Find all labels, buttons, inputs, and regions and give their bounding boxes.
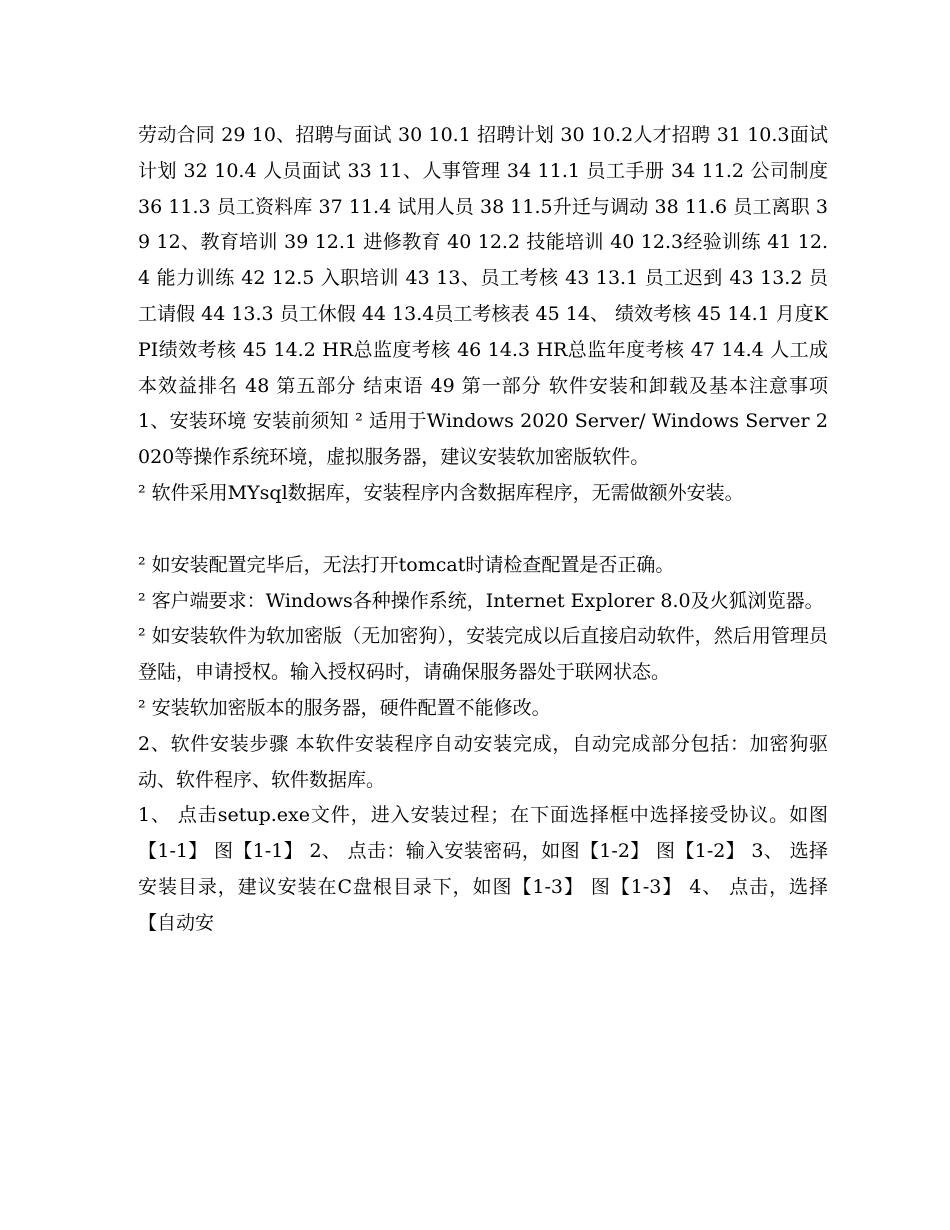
- soft-encryption-note-paragraph: ² 如安装软件为软加密版（无加密狗），安装完成以后直接启动软件，然后用管理员登陆，申请授权。输入授权码时，请确保服务器处于联网状态。: [138, 625, 828, 684]
- tomcat-note-paragraph: ² 如安装配置完毕后，无法打开tomcat时请检查配置是否正确。: [138, 553, 675, 576]
- toc-and-install-environment-paragraph: 劳动合同 29 10、招聘与面试 30 10.1 招聘计划 30 10.2人才招聘 31 10.3面试计划 32 10.4 人员面试 33 11、人事管理 34 11.1 员工手册 34 11.2 公司制度 36 11.3 员工资料库 37 11.4 试用人员 38 11.5升迁与调动 38 11.6 员工离职 39 12、教育培训 39 12.1 进修教育 40 12.2 技能培训 40 12.3经验训练 41 12.4 能力训练 42 12.5 入职培训 43 13、员工考核 43 13.1 员工迟到 43 13.2 员工请假 44 13.3 员工休假 44 13.4员工考核表 45 14、 绩效考核 45 14.1 月度KPI绩效考核 45 14.2 HR总监度考核 46 14.3 HR总监年度考核 47 14.4 人工成本效益排名 48 第五部分 结束语 49 第一部分 软件安装和卸载及基本注意事项 1、安装环境 安装前须知 ² 适用于Windows 2020 Server/ Windows Server 2020等操作系统环境，虚拟服务器，建议安装软加密版软件。: [138, 124, 828, 469]
- database-note-paragraph: ² 软件采用MYsql数据库，安装程序内含数据库程序，无需做额外安装。: [138, 481, 744, 504]
- install-steps-paragraph: 1、 点击setup.exe文件，进入安装过程；在下面选择框中选择接受协议。如图【1-1】 图【1-1】 2、 点击：输入安装密码，如图【1-2】 图【1-2】 3、 选择安装目录，建议安装在C盘根目录下，如图【1-3】 图【1-3】 4、 点击，选择【自动安: [138, 804, 828, 934]
- hardware-config-note-paragraph: ² 安装软加密版本的服务器，硬件配置不能修改。: [138, 696, 551, 719]
- install-steps-intro-paragraph: 2、软件安装步骤 本软件安装程序自动安装完成，自动完成部分包括：加密狗驱动、软件程序、软件数据库。: [138, 732, 828, 791]
- document-page: [138, 118, 828, 942]
- client-requirement-paragraph: ² 客户端要求：Windows各种操作系统，Internet Explorer 8.0及火狐浏览器。: [138, 589, 824, 612]
- blank-line: [138, 512, 828, 548]
